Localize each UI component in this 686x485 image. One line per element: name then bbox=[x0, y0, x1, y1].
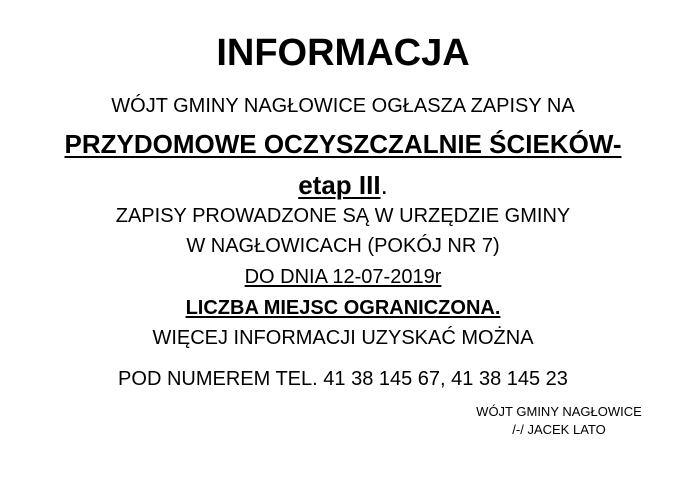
announcement-stage bbox=[0, 172, 686, 198]
deadline-text: DO DNIA 12-07-2019r bbox=[244, 266, 442, 288]
page-title: INFORMACJA bbox=[216, 32, 470, 74]
limited-places-text: LICZBA MIEJSC OGRANICZONA. bbox=[185, 297, 501, 319]
stage-suffix: . bbox=[380, 170, 388, 200]
office-location: W NAGŁOWICACH (POKÓJ NR 7) bbox=[186, 235, 500, 257]
announcement-line: WÓJT GMINY NAGŁOWICE OGŁASZA ZAPISY NA bbox=[111, 95, 575, 117]
stage-label: etap III bbox=[298, 170, 381, 200]
more-info-line: WIĘCEJ INFORMACJI UZYSKAĆ MOŻNA bbox=[152, 327, 534, 349]
announcement-heading bbox=[0, 131, 686, 157]
deadline-line bbox=[0, 267, 686, 287]
limited-places-notice bbox=[0, 298, 686, 318]
phone-numbers-line: POD NUMEREM TEL. 41 38 145 67, 41 38 145 23 bbox=[118, 368, 568, 390]
signature-name: /-/ JACEK LATO bbox=[512, 422, 606, 437]
registration-info: ZAPISY PROWADZONE SĄ W URZĘDZIE GMINY bbox=[115, 205, 571, 227]
signature-title: WÓJT GMINY NAGŁOWICE bbox=[476, 404, 642, 419]
announcement-heading-text: PRZYDOMOWE OCZYSZCZALNIE ŚCIEKÓW- bbox=[64, 129, 622, 159]
